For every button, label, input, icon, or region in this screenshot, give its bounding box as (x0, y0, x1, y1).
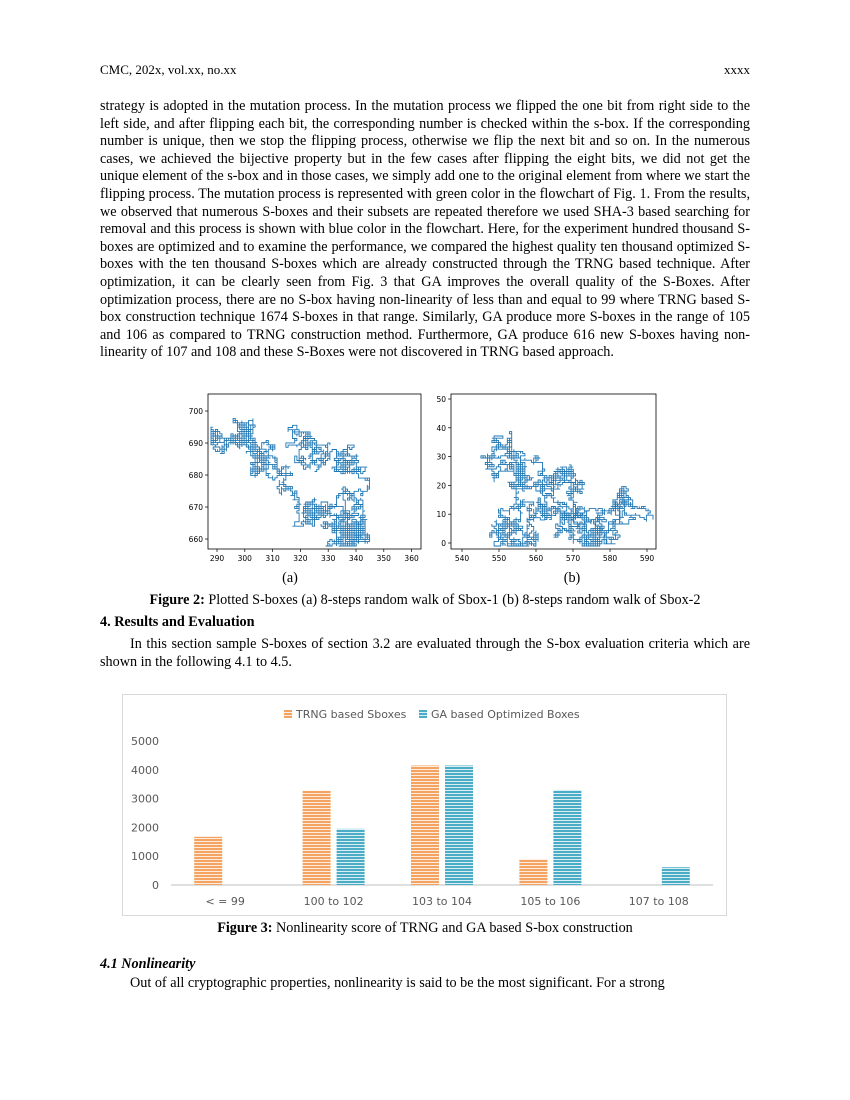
panel-a-ytick-label: 670 (188, 503, 203, 512)
y-tick-label: 3000 (131, 792, 159, 806)
bar-trng-2 (411, 765, 439, 885)
legend-label-ga: GA based Optimized Boxes (431, 708, 580, 721)
panel-a-xtick-label: 310 (265, 554, 280, 563)
figure-2-caption (100, 592, 750, 609)
running-header (100, 62, 750, 78)
legend-label-trng: TRNG based Sboxes (296, 708, 407, 721)
bar-trng-1 (303, 791, 331, 885)
figure-3-caption-label: Figure 3: (217, 920, 273, 936)
panel-b-xtick-label: 570 (565, 554, 581, 563)
section-4-intro: In this section sample S-boxes of section 3.2 are evaluated through the S-box evaluation criteria which are shown in the following 4.1 to 4.5. (100, 636, 750, 670)
panel-a-xtick-label: 340 (348, 554, 364, 563)
panel-b-ytick-label: 50 (436, 395, 446, 404)
figure-3-caption (100, 920, 750, 937)
legend-swatch-trng (284, 710, 292, 718)
bar-ga-1 (337, 829, 365, 885)
panel-b-xtick-label: 550 (491, 554, 507, 563)
panel-b-plot (436, 394, 656, 563)
bar-trng-3 (519, 859, 547, 885)
y-tick-label: 0 (152, 879, 159, 892)
x-category-label: 100 to 102 (303, 895, 364, 908)
bar-ga-2 (445, 765, 473, 885)
journal-info: CMC, 202x, vol.xx, no.xx (100, 62, 237, 77)
panel-b-label: (b) (563, 570, 581, 586)
panel-a-xtick-label: 300 (237, 554, 252, 563)
panel-b-ytick-label: 0 (441, 539, 446, 548)
panel-a-xtick-label: 330 (321, 554, 336, 563)
y-tick-label: 2000 (131, 821, 159, 835)
panel-b-ytick-label: 10 (436, 510, 446, 520)
x-category-label: 103 to 104 (411, 895, 473, 908)
x-category-label: 107 to 108 (628, 895, 689, 908)
panel-a-xtick-label: 360 (404, 554, 419, 563)
panel-a-xtick-label: 350 (376, 554, 391, 563)
chart-legend (284, 708, 580, 721)
bar-ga-3 (553, 790, 581, 885)
figure-2 (175, 391, 675, 586)
panel-b-xtick-label: 590 (639, 554, 655, 563)
panel-a-xtick-label: 320 (293, 554, 308, 563)
panel-b-xtick-label: 540 (454, 554, 470, 563)
panel-a-ytick-label: 690 (188, 439, 203, 448)
y-tick-label: 5000 (131, 735, 159, 748)
x-category-label: < = 99 (205, 895, 245, 908)
figure-3-caption-text: Nonlinearity score of TRNG and GA based S-box construction (276, 920, 633, 936)
panel-a-ytick-label: 700 (188, 407, 203, 416)
x-category-label: 105 to 106 (520, 895, 581, 908)
panel-a-plot (189, 394, 421, 563)
panel-a-xtick-label: 290 (209, 554, 225, 563)
page-number: xxxx (724, 62, 750, 77)
bar-trng-0 (194, 837, 222, 885)
panel-a-label: (a) (282, 570, 298, 586)
panel-a-ytick-label: 660 (188, 535, 203, 544)
panel-b-ytick-label: 20 (436, 481, 446, 491)
y-tick-label: 1000 (131, 850, 159, 864)
panel-b-ytick-label: 40 (436, 423, 446, 433)
y-tick-label: 4000 (131, 763, 159, 777)
legend-swatch-ga (419, 710, 427, 718)
figure-3-chart (122, 694, 727, 916)
figure-2-caption-text: Plotted S-boxes (a) 8-steps random walk of Sbox-1 (b) 8-steps random walk of Sbox-2 (208, 592, 701, 608)
random-walk-plots (175, 391, 675, 586)
panel-b-xtick-label: 560 (528, 554, 544, 563)
section-4-1-heading: 4.1 Nonlinearity (100, 956, 196, 972)
panel-a-ytick-label: 680 (188, 471, 203, 480)
figure-2-caption-label: Figure 2: (149, 592, 205, 608)
bar-ga-4 (662, 867, 690, 885)
section-4-heading: 4. Results and Evaluation (100, 614, 255, 630)
panel-b-xtick-label: 580 (602, 554, 618, 563)
panel-b-ytick-label: 30 (436, 452, 446, 462)
nonlinearity-bar-chart (123, 695, 726, 915)
mutation-paragraph: strategy is adopted in the mutation process. In the mutation process we flipped the one bit from right side to the left side, and after flipping each bit, the corresponding number is checked within the s-box. If the corresponding number is unique, then we stop the flipping process, otherwise we flip the next bit and so on. In the numerous cases, we achieved the bijective property but in the few cases after flipping the eight bits, we did not get the unique element of the s-box and in those cases, we simply add one to the original element from where we start the flipping process. The mutation process is represented with green color in the flowchart of Fig. 1. From the results, we observed that numerous S-boxes and their subsets are repeated therefore we used SHA-3 based searching for removal and this process is shown with blue color in the flowchart. Here, for the experiment hundred thousand S-boxes are optimized and to examine the performance, we compared the highest quality ten thousand optimized S-boxes with the ten thousand S-boxes which are already constructed through the TRNG based technique. After optimization, it can be clearly seen from Fig. 3 that GA improves the overall quality of the S-Boxes. After optimization process, there are no S-box having non-linearity of less than and equal to 99 where TRNG based S-box construction technique 1674 S-boxes in that range. Similarly, GA produce more S-boxes in the range of 105 and 106 as compared to TRNG construction method. Furthermore, GA produce 616 new S-boxes having non-linearity of 107 and 108 and these S-Boxes were not discovered in TRNG based approach. (100, 98, 750, 361)
section-4-1-text: Out of all cryptographic properties, nonlinearity is said to be the most significant. For a strong (130, 975, 665, 991)
